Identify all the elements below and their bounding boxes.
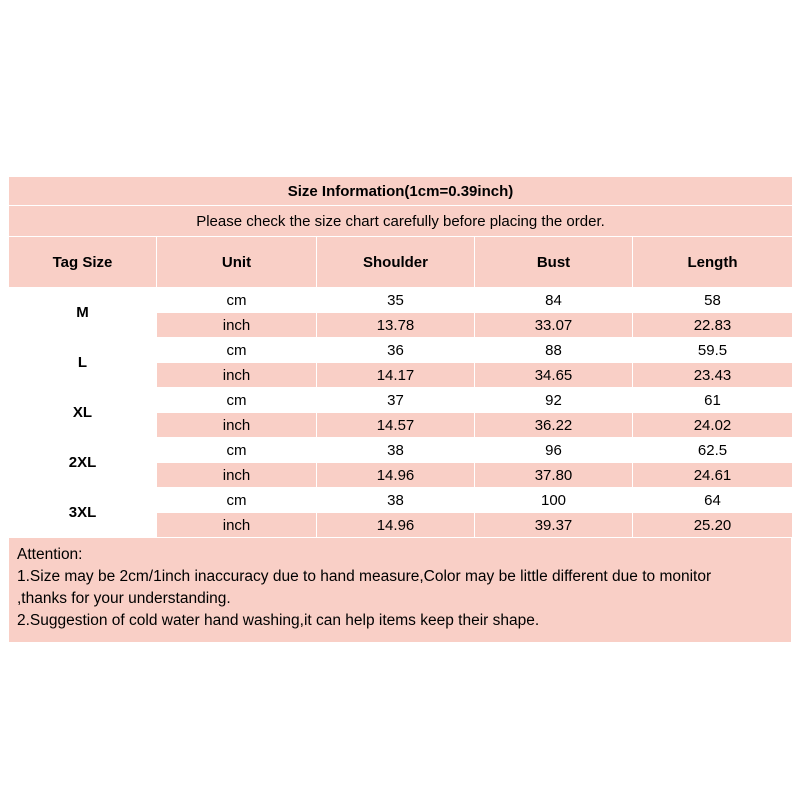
tag-size-cell: L xyxy=(9,338,157,388)
length-cell: 25.20 xyxy=(633,513,793,538)
table-subtitle-row xyxy=(9,206,793,237)
table-row xyxy=(9,388,793,413)
table-row xyxy=(9,338,793,363)
length-cell: 64 xyxy=(633,488,793,513)
table-header-row xyxy=(9,237,793,288)
bust-cell: 100 xyxy=(475,488,633,513)
bust-cell: 36.22 xyxy=(475,413,633,438)
table-title-row xyxy=(9,177,793,206)
bust-cell: 88 xyxy=(475,338,633,363)
length-cell: 59.5 xyxy=(633,338,793,363)
table-row xyxy=(9,488,793,513)
unit-cell: cm xyxy=(157,388,317,413)
length-cell: 24.02 xyxy=(633,413,793,438)
bust-cell: 96 xyxy=(475,438,633,463)
unit-cell: cm xyxy=(157,488,317,513)
unit-cell: inch xyxy=(157,513,317,538)
bust-cell: 92 xyxy=(475,388,633,413)
bust-cell: 84 xyxy=(475,288,633,313)
length-cell: 58 xyxy=(633,288,793,313)
column-header-unit: Unit xyxy=(157,237,317,288)
shoulder-cell: 14.96 xyxy=(317,463,475,488)
unit-cell: cm xyxy=(157,438,317,463)
shoulder-cell: 14.17 xyxy=(317,363,475,388)
size-information-table xyxy=(8,176,793,538)
length-cell: 24.61 xyxy=(633,463,793,488)
attention-heading: Attention: xyxy=(17,546,83,563)
column-header-bust: Bust xyxy=(475,237,633,288)
column-header-length: Length xyxy=(633,237,793,288)
column-header-tag-size: Tag Size xyxy=(9,237,157,288)
bust-cell: 39.37 xyxy=(475,513,633,538)
column-header-shoulder: Shoulder xyxy=(317,237,475,288)
shoulder-cell: 14.96 xyxy=(317,513,475,538)
shoulder-cell: 35 xyxy=(317,288,475,313)
tag-size-cell: 2XL xyxy=(9,438,157,488)
tag-size-cell: M xyxy=(9,288,157,338)
unit-cell: inch xyxy=(157,363,317,388)
attention-line-1: 1.Size may be 2cm/1inch inaccuracy due to hand measure,Color may be little different due to monitor xyxy=(17,568,712,585)
unit-cell: cm xyxy=(157,288,317,313)
unit-cell: inch xyxy=(157,413,317,438)
shoulder-cell: 36 xyxy=(317,338,475,363)
table-row xyxy=(9,438,793,463)
unit-cell: cm xyxy=(157,338,317,363)
shoulder-cell: 14.57 xyxy=(317,413,475,438)
length-cell: 61 xyxy=(633,388,793,413)
length-cell: 22.83 xyxy=(633,313,793,338)
length-cell: 23.43 xyxy=(633,363,793,388)
bust-cell: 37.80 xyxy=(475,463,633,488)
unit-cell: inch xyxy=(157,313,317,338)
attention-line-3: 2.Suggestion of cold water hand washing,it can help items keep their shape. xyxy=(17,612,540,629)
table-subtitle: Please check the size chart carefully before placing the order. xyxy=(9,206,793,237)
bust-cell: 34.65 xyxy=(475,363,633,388)
shoulder-cell: 37 xyxy=(317,388,475,413)
shoulder-cell: 38 xyxy=(317,438,475,463)
attention-line-2: ,thanks for your understanding. xyxy=(17,590,231,607)
length-cell: 62.5 xyxy=(633,438,793,463)
tag-size-cell: XL xyxy=(9,388,157,438)
shoulder-cell: 38 xyxy=(317,488,475,513)
table-row xyxy=(9,288,793,313)
attention-note xyxy=(8,538,792,643)
unit-cell: inch xyxy=(157,463,317,488)
table-title: Size Information(1cm=0.39inch) xyxy=(9,177,793,206)
tag-size-cell: 3XL xyxy=(9,488,157,538)
size-chart-container xyxy=(8,176,792,643)
shoulder-cell: 13.78 xyxy=(317,313,475,338)
bust-cell: 33.07 xyxy=(475,313,633,338)
